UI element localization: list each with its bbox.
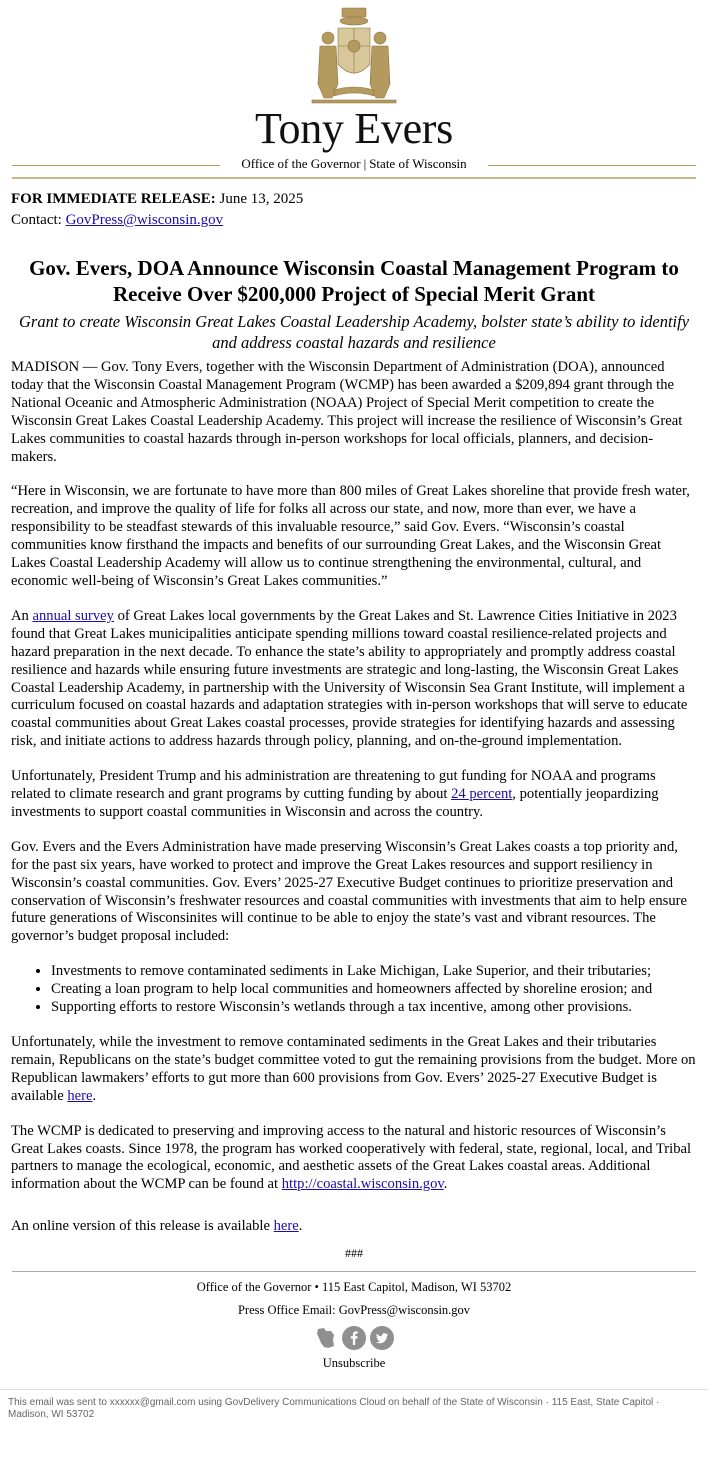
coastal-website-link[interactable]: http://coastal.wisconsin.gov <box>281 1176 444 1193</box>
release-info <box>11 189 708 231</box>
text-run: of Great Lakes local governments by the Great Lakes and St. Lawrence Cities Initiative in 2023 found that Great Lakes municipalities anticipate spending millions toward coastal resilience-related projects and hazard preparation in the next decade. To enhance the state’s ability to appropriately and promptly address coastal resilience and hazards while ensuring future investments are strategic and long-lasting, the Wisconsin Great Lakes Coastal Leadership Academy, in partnership with the University of Wisconsin Sea Grant Institute, will implement a curriculum focused on coastal hazards and adaptation strategies with in-person workshops that will serve to educate coastal communities about Great Lakes coastal processes, provide strategies for identifying hazards and assessing risk, and initiate actions to address hazards through policy, planning, and on-the-ground implementation. <box>11 607 688 750</box>
text-run: , potentially jeopardizing investments to support coastal communities in Wisconsin and across the country. <box>11 786 659 820</box>
paragraph-survey <box>11 608 698 751</box>
separator: | <box>363 156 367 171</box>
divider-right <box>488 165 696 166</box>
delivery-note: This email was sent to xxxxxx@gmail.com using GovDelivery Communications Cloud on behalf of the State of Wisconsin · 115 East, State Capitol · Madison, WI 53702 <box>0 1389 708 1421</box>
footer-press-email: Press Office Email: GovPress@wisconsin.gov <box>237 1303 471 1318</box>
header-divider <box>12 177 696 179</box>
text-run: An <box>11 607 33 624</box>
letterhead <box>0 0 708 179</box>
contact-label: Contact: <box>11 212 62 228</box>
text-run: Unfortunately, while the investment to remove contaminated sediments in the Great Lakes and their tributaries remain, Republicans on the state’s budget committee voted to gut the remaining provisions from the budget. More on Republican lawmakers’ efforts to gut more than 600 provisions from Gov. Evers’ 2025-27 Executive Budget is available <box>11 1034 696 1104</box>
paragraph-online-version <box>11 1218 698 1236</box>
release-date: June 13, 2025 <box>219 191 304 207</box>
online-version-link[interactable]: here <box>273 1218 299 1235</box>
social-links <box>12 1326 696 1350</box>
twitter-icon[interactable] <box>370 1326 394 1350</box>
unsubscribe-link[interactable]: Unsubscribe <box>322 1356 386 1371</box>
release-label: FOR IMMEDIATE RELEASE: <box>11 191 216 207</box>
text-run: Unfortunately, President Trump and his administration are threatening to gut funding for NOAA and programs related to climate research and grant programs by cutting funding by about <box>11 768 656 803</box>
paragraph-quote: “Here in Wisconsin, we are fortunate to have more than 800 miles of Great Lakes shoreline that provide fresh water, recreation, and improve the quality of life for folks all across our state, and now, more than ever, we have a responsibility to be steadfast stewards of this invaluable resource,” said Gov. Evers. “Wisconsin’s coastal communities know firsthand the impacts and benefits of our surrounding Great Lakes, and the Wisconsin Great Lakes Coastal Leadership Academy will allow us to continue strengthening the environmental, cultural, and economic well-being of Wisconsin’s Great Lakes communities.” <box>11 483 690 589</box>
headline: Gov. Evers, DOA Announce Wisconsin Coastal Management Program to Receive Over $200,000 Project of Special Merit Grant <box>29 256 679 306</box>
contact-line <box>11 210 708 231</box>
list-item: • Creating a loan program to help local communities and homeowners affected by shoreline erosion; and <box>51 981 698 999</box>
paragraph-wcmp <box>11 1123 698 1195</box>
end-mark: ### <box>345 1246 363 1261</box>
facebook-icon[interactable] <box>342 1326 366 1350</box>
list-item: • Supporting efforts to restore Wisconsin’s wetlands through a tax incentive, among other provisions. <box>51 999 698 1017</box>
paragraph-funding <box>11 768 698 822</box>
office-line <box>0 155 708 175</box>
footer-address: Office of the Governor • 115 East Capitol, Madison, WI 53702 <box>196 1280 512 1295</box>
article-body <box>11 359 698 1236</box>
wisconsin-map-icon[interactable] <box>314 1326 338 1350</box>
governor-name: Tony Evers <box>255 104 453 153</box>
paragraph-republicans <box>11 1034 698 1106</box>
office-name: Office of the Governor <box>241 156 361 171</box>
budget-list <box>11 963 698 1017</box>
email-footer <box>12 1271 696 1375</box>
budget-here-link[interactable]: here <box>67 1087 93 1104</box>
text-run: The WCMP is dedicated to preserving and improving access to the natural and historic resources of Wisconsin’s Great Lakes coasts. Since 1978, the program has worked cooperatively with federal, state, regional, local, and Tribal partners to manage the ecological, economic, and aesthetic assets of the Great Lakes coastal areas. Additional information about the WCMP can be found at <box>11 1122 692 1193</box>
subheadline: Grant to create Wisconsin Great Lakes Coastal Leadership Academy, bolster state’s ability to identify and address coastal hazards and resilience <box>18 312 690 352</box>
text-run: . <box>443 1176 448 1193</box>
state-name: State of Wisconsin <box>369 156 467 171</box>
contact-email-link[interactable]: GovPress@wisconsin.gov <box>65 212 224 228</box>
paragraph-intro: MADISON — Gov. Tony Evers, together with the Wisconsin Department of Administration (DOA), announced today that the Wisconsin Coastal Management Program (WCMP) has been awarded a $209,894 grant through the National Oceanic and Atmospheric Administration (NOAA) Project of Special Merit competition to create the Wisconsin Great Lakes Coastal Leadership Academy. This project will increase the resilience of Wisconsin’s Great Lakes communities to coastal hazards through in-person workshops for local officials, planners, and decision-makers. <box>11 359 683 465</box>
annual-survey-link[interactable]: annual survey <box>32 607 114 624</box>
text-run: . <box>92 1087 97 1104</box>
paragraph-budget: Gov. Evers and the Evers Administration have made preserving Wisconsin’s Great Lakes coasts a top priority and, for the past six years, have worked to protect and improve the Great Lakes resources and support resiliency in Wisconsin’s coastal communities. Gov. Evers’ 2025-27 Executive Budget continues to prioritize preservation and conservation of Wisconsin’s freshwater resources and coastal communities with investments that aim to help ensure future generations of Wisconsinites will continue to be able to enjoy the state’s vast and vibrant resources. The governor’s budget proposal included: <box>11 838 687 945</box>
wisconsin-seal-icon <box>304 6 404 104</box>
list-item: • Investments to remove contaminated sediments in Lake Michigan, Lake Superior, and their tributaries; <box>51 963 698 981</box>
text-run: . <box>298 1218 303 1235</box>
office-title <box>0 156 708 172</box>
24-percent-link[interactable]: 24 percent <box>451 786 513 803</box>
text-run: An online version of this release is available <box>11 1218 274 1235</box>
release-date-line <box>11 189 708 210</box>
